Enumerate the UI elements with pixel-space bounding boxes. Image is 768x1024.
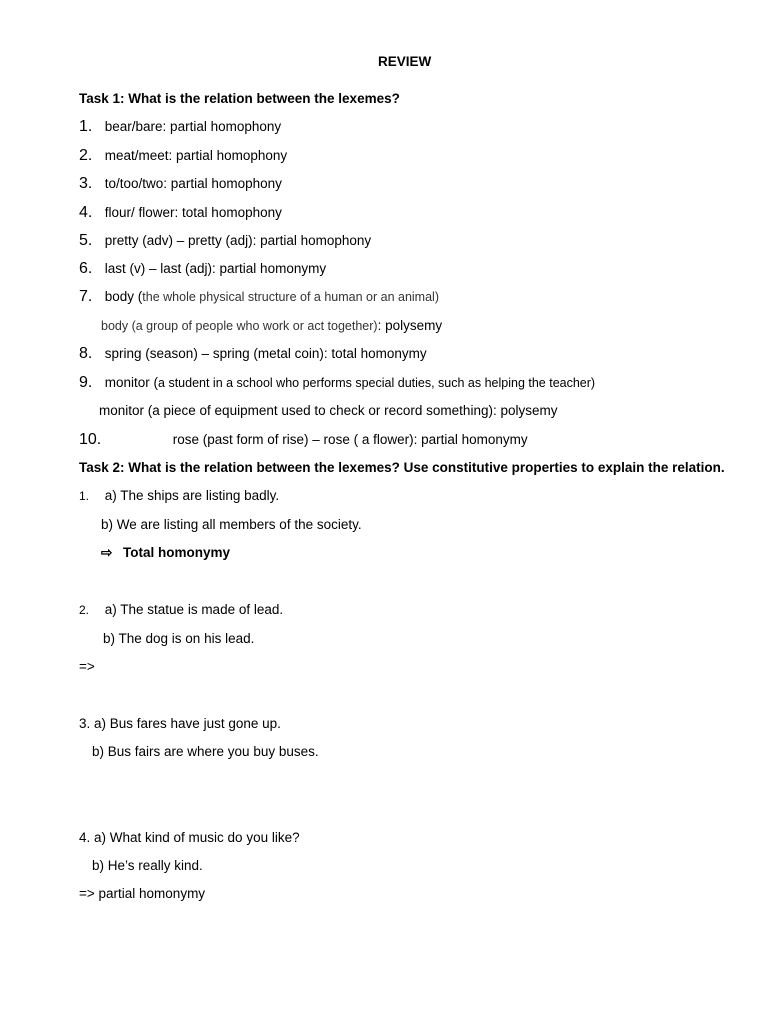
list-item-continuation: [101, 317, 442, 335]
list-item: [79, 260, 326, 278]
task1-heading: Task 1: What is the relation between the lexemes?: [79, 91, 400, 106]
item-text: last (v) – last (adj): partial homonymy: [104, 261, 327, 276]
answer-text: Total homonymy: [123, 545, 231, 560]
question-line: [101, 516, 362, 534]
question-line: 4. a) What kind of music do you like?: [79, 830, 300, 845]
item-number: 1.: [79, 118, 93, 135]
list-item: [79, 175, 282, 193]
item-number: 5.: [79, 232, 93, 249]
item-text: bear/bare: partial homophony: [104, 119, 282, 134]
list-item: [79, 204, 282, 222]
question-line: b) Bus fairs are where you buy buses.: [92, 744, 319, 759]
task2-heading: Task 2: What is the relation between the lexemes? Use constitutive properties to explain the relation.: [79, 460, 725, 475]
item-text: meat/meet: partial homophony: [104, 148, 288, 163]
item-text: monitor (a piece of equipment used to check or record something): polysemy: [99, 403, 558, 418]
list-item: [79, 232, 371, 250]
list-item-continuation: [99, 402, 557, 420]
item-number: 10.: [79, 431, 102, 448]
item-gloss: a student in a school who performs special duties, such as helping the teacher): [158, 376, 596, 390]
item-text: rose (past form of rise) – rose ( a flower): partial homonymy: [172, 432, 528, 447]
item-text: pretty (adv) – pretty (adj): partial homophony: [104, 233, 372, 248]
list-item: [79, 431, 528, 449]
sentence-a: a) The statue is made of lead.: [104, 602, 284, 617]
item-number: 9.: [79, 374, 93, 391]
item-text: spring (season) – spring (metal coin): total homonymy: [104, 346, 427, 361]
list-item: [79, 345, 427, 363]
item-gloss: the whole physical structure of a human or an animal): [142, 290, 439, 304]
item-number: 7.: [79, 288, 93, 305]
item-number: 6.: [79, 260, 93, 277]
item-text: to/too/two: partial homophony: [104, 176, 282, 191]
item-text: monitor (: [104, 375, 159, 390]
question-line: [79, 601, 283, 619]
list-item: [79, 118, 281, 136]
item-text: : polysemy: [377, 318, 443, 333]
question-line: [79, 487, 279, 505]
question-line: 3. a) Bus fares have just gone up.: [79, 716, 281, 731]
list-item: [79, 288, 439, 306]
answer-line: =>: [79, 659, 95, 674]
sentence-b: b) The dog is on his lead.: [103, 631, 255, 646]
sentence-b: b) We are listing all members of the society.: [101, 517, 362, 532]
answer-line: => partial homonymy: [79, 886, 206, 901]
item-number: 2.: [79, 147, 93, 164]
answer-line: [101, 544, 230, 562]
question-line: b) He’s really kind.: [92, 858, 203, 873]
item-number: 4.: [79, 204, 93, 221]
question-line: [103, 630, 254, 648]
item-gloss: body (a group of people who work or act together): [101, 319, 378, 333]
item-number: 8.: [79, 345, 93, 362]
list-item: [79, 374, 595, 392]
item-text: body (: [104, 289, 143, 304]
question-number: 2.: [79, 603, 90, 617]
page-title: REVIEW: [378, 54, 432, 69]
list-item: [79, 147, 287, 165]
arrow-right-icon: ⇨: [101, 545, 113, 560]
question-number: 1.: [79, 489, 90, 503]
sentence-a: a) The ships are listing badly.: [104, 488, 280, 503]
item-number: 3.: [79, 175, 93, 192]
item-text: flour/ flower: total homophony: [104, 205, 282, 220]
